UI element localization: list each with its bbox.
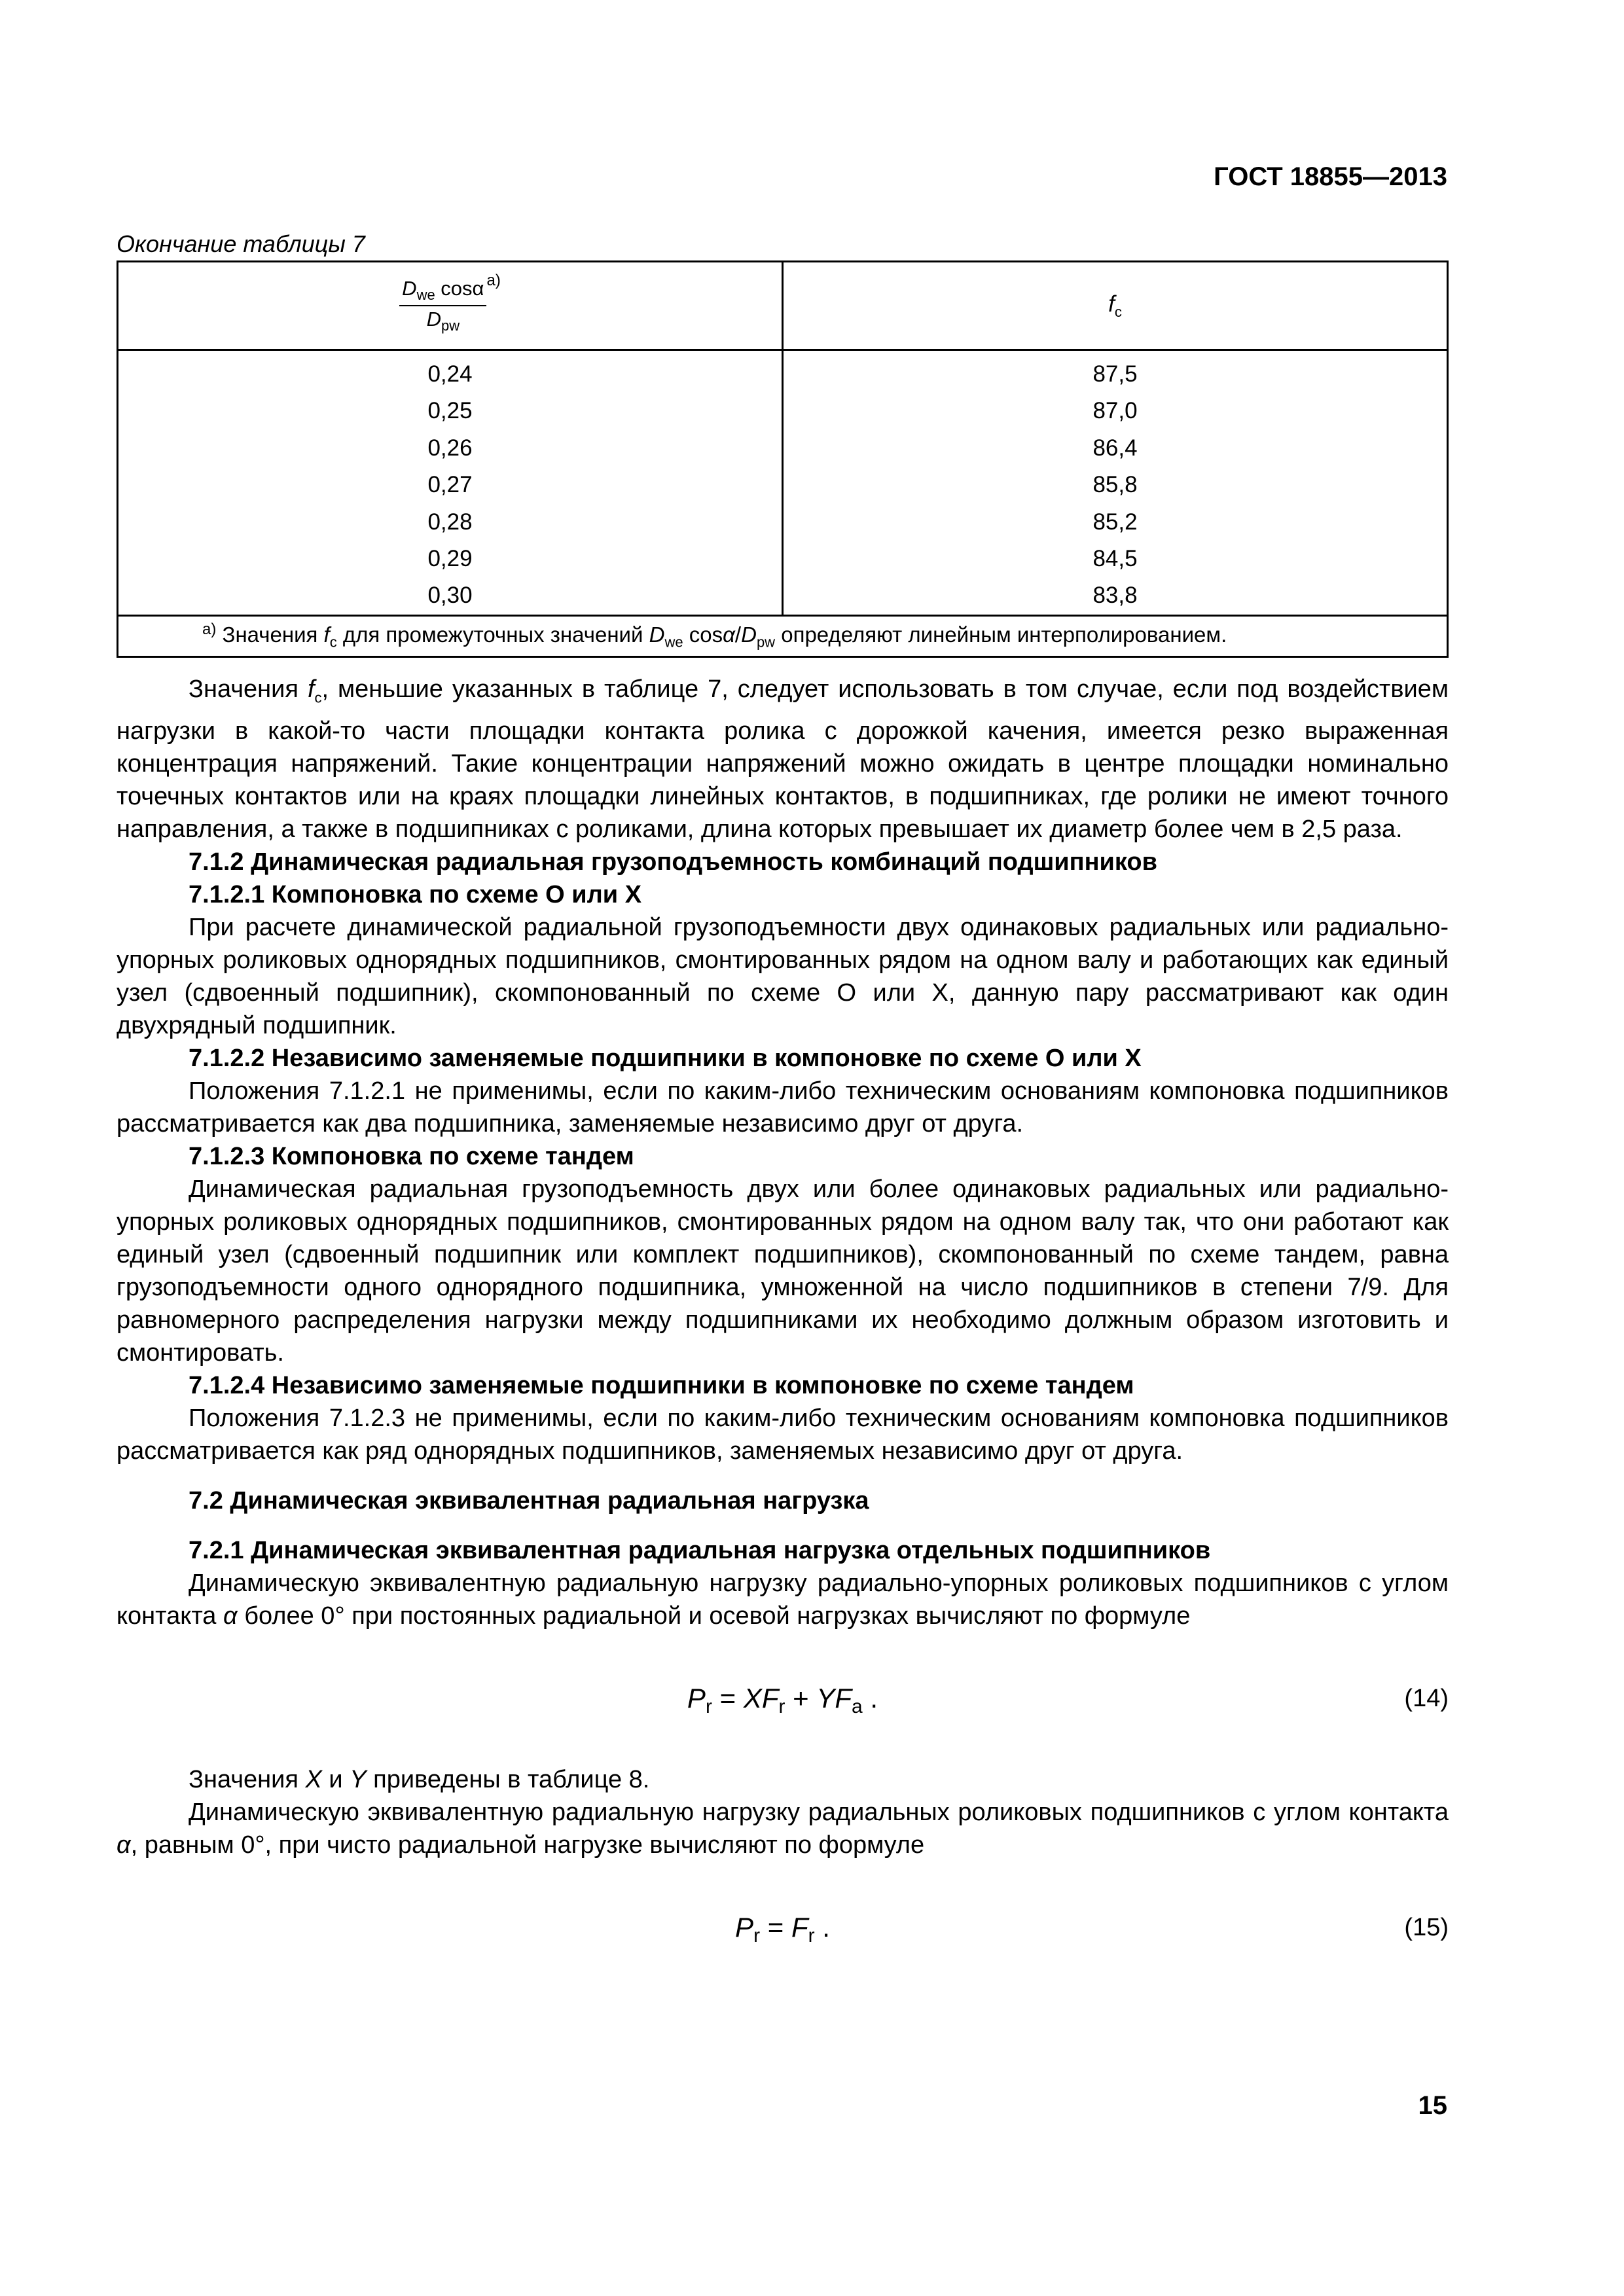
fc-cell: 87,0 (1092, 398, 1138, 424)
paragraph-7-1-2-4: Положения 7.1.2.3 не применимы, если по каким-либо техническим основаниям компоновка подшипников рассматривается как ряд однорядных подшипников, заменяемых независимо друг от друга. (117, 1404, 1449, 1465)
col-header-fc: $f_c$ (783, 262, 1448, 350)
heading-7-2: 7.2 Динамическая эквивалентная радиальная нагрузка (189, 1486, 869, 1515)
paragraph-7-1-2-3: Динамическая радиальная грузоподъемность двух или более одинаковых радиальных или радиально-упорных роликовых однорядных подшипников, смонтированных рядом на одном валу так, что они работают как единый узел (сдвоенный подшипник или комплект подшипников), скомпонованный по схеме тандем, равна грузоподъемности одного однорядного подшипника, умноженной на число подшипников в степени 7/9. Для равномерного распределения нагрузки между подшипниками их необходимо должным образом изготовить и смонтировать. (117, 1175, 1449, 1367)
heading-7-1-2-1: 7.1.2.1 Компоновка по схеме O или X (189, 880, 642, 908)
table-footnote: $^{a)}$ Значения $f_c$ для промежуточных значений $D_{we}$ cosα/$D_{pw}$ определяют линейным интерполированием. (118, 615, 1448, 656)
col-header-ratio (118, 262, 783, 350)
page-number: 15 (1418, 2091, 1447, 2120)
table-footnote-row (118, 615, 1448, 656)
ratio-cell: 0,27 (427, 472, 473, 498)
formula-14 (117, 1682, 1449, 1715)
ratio-cell: 0,24 (427, 361, 473, 387)
ratio-cell: 0,28 (427, 509, 473, 535)
fc-cell: 83,8 (1092, 583, 1138, 609)
formula-15 (117, 1911, 1449, 1944)
heading-7-1-2-4: 7.1.2.4 Независимо заменяемые подшипники в компоновке по схеме тандем (189, 1371, 1134, 1399)
formula-14-number: (14) (1404, 1684, 1449, 1712)
paragraph-xy-values: Значения X и Y приведены в таблице 8. (189, 1765, 650, 1793)
footnote-mark: a) (486, 271, 501, 289)
paragraph-formula-15-intro: Динамическую эквивалентную радиальную нагрузку радиальных роликовых подшипников с углом контакта α, равным 0°, при чисто радиальной нагрузке вычисляют по формуле (117, 1798, 1449, 1859)
heading-7-1-2: 7.1.2 Динамическая радиальная грузоподъемность комбинаций подшипников (189, 848, 1157, 876)
body-text (117, 673, 1449, 1992)
ratio-cell: 0,25 (427, 398, 473, 424)
fc-cell: 86,4 (1092, 435, 1138, 461)
formula-15-number: (15) (1404, 1913, 1449, 1941)
paragraph-7-1-2-1: При расчете динамической радиальной грузоподъемности двух одинаковых радиальных или радиально-упорных роликовых однорядных подшипников, смонтированных рядом на одном валу и работающих как единый узел (сдвоенный подшипник), скомпонованный по схеме O или X, данную пару рассматривают как один двухрядный подшипник. (117, 913, 1449, 1039)
ratio-fraction: $\frac{D_{we} \cos\alpha}{D_{pw}}$ (399, 277, 486, 334)
paragraph-7-1-2-2: Положения 7.1.2.1 не применимы, если по каким-либо техническим основаниям компоновка подшипников рассматривается как два подшипника, заменяемые независимо друг от друга. (117, 1077, 1449, 1138)
heading-7-2-1: 7.2.1 Динамическая эквивалентная радиальная нагрузка отдельных подшипников (189, 1536, 1211, 1564)
paragraph-fc-usage: Значения $f_c$, меньшие указанных в таблице 7, следует использовать в том случае, если под воздействием нагрузки в какой-то части площадки контакта ролика с дорожкой качения, имеется резко выраженная концентрация напряжений. Такие концентрации напряжений можно ожидать в центре площадки номинально точечных контактов или на краях площадки линейных контактов, в подшипниках, где ролики не имеют точного направления, а также в подшипниках с роликами, длина которых превышает их диаметр более чем в 2,5 раза. (117, 675, 1449, 843)
paragraph-7-2-1: Динамическую эквивалентную радиальную нагрузку радиально-упорных роликовых подшипников с углом контакта α более 0° при постоянных радиальной и осевой нагрузках вычисляют по формуле (117, 1569, 1449, 1630)
fc-cell: 85,8 (1092, 472, 1138, 498)
fc-cell: 84,5 (1092, 545, 1138, 571)
heading-7-1-2-3: 7.1.2.3 Компоновка по схеме тандем (189, 1142, 634, 1170)
standard-number: ГОСТ 18855—2013 (1214, 162, 1447, 191)
table-caption: Окончание таблицы 7 (117, 230, 365, 257)
ratio-cell: 0,26 (427, 435, 473, 461)
table-body-row (118, 350, 1448, 616)
ratio-cell: 0,29 (427, 545, 473, 571)
fc-column (783, 350, 1448, 616)
table-7 (117, 260, 1449, 658)
formula-15-expression: Pr = Fr . (735, 1911, 830, 1946)
fc-cell: 85,2 (1092, 509, 1138, 535)
ratio-column (118, 350, 783, 616)
formula-14-expression: Pr = XFr + YFa . (687, 1682, 878, 1717)
heading-7-1-2-2: 7.1.2.2 Независимо заменяемые подшипники в компоновке по схеме O или X (189, 1044, 1142, 1072)
ratio-cell: 0,30 (427, 583, 473, 609)
table-header-row (118, 262, 1448, 350)
fc-cell: 87,5 (1092, 361, 1138, 387)
